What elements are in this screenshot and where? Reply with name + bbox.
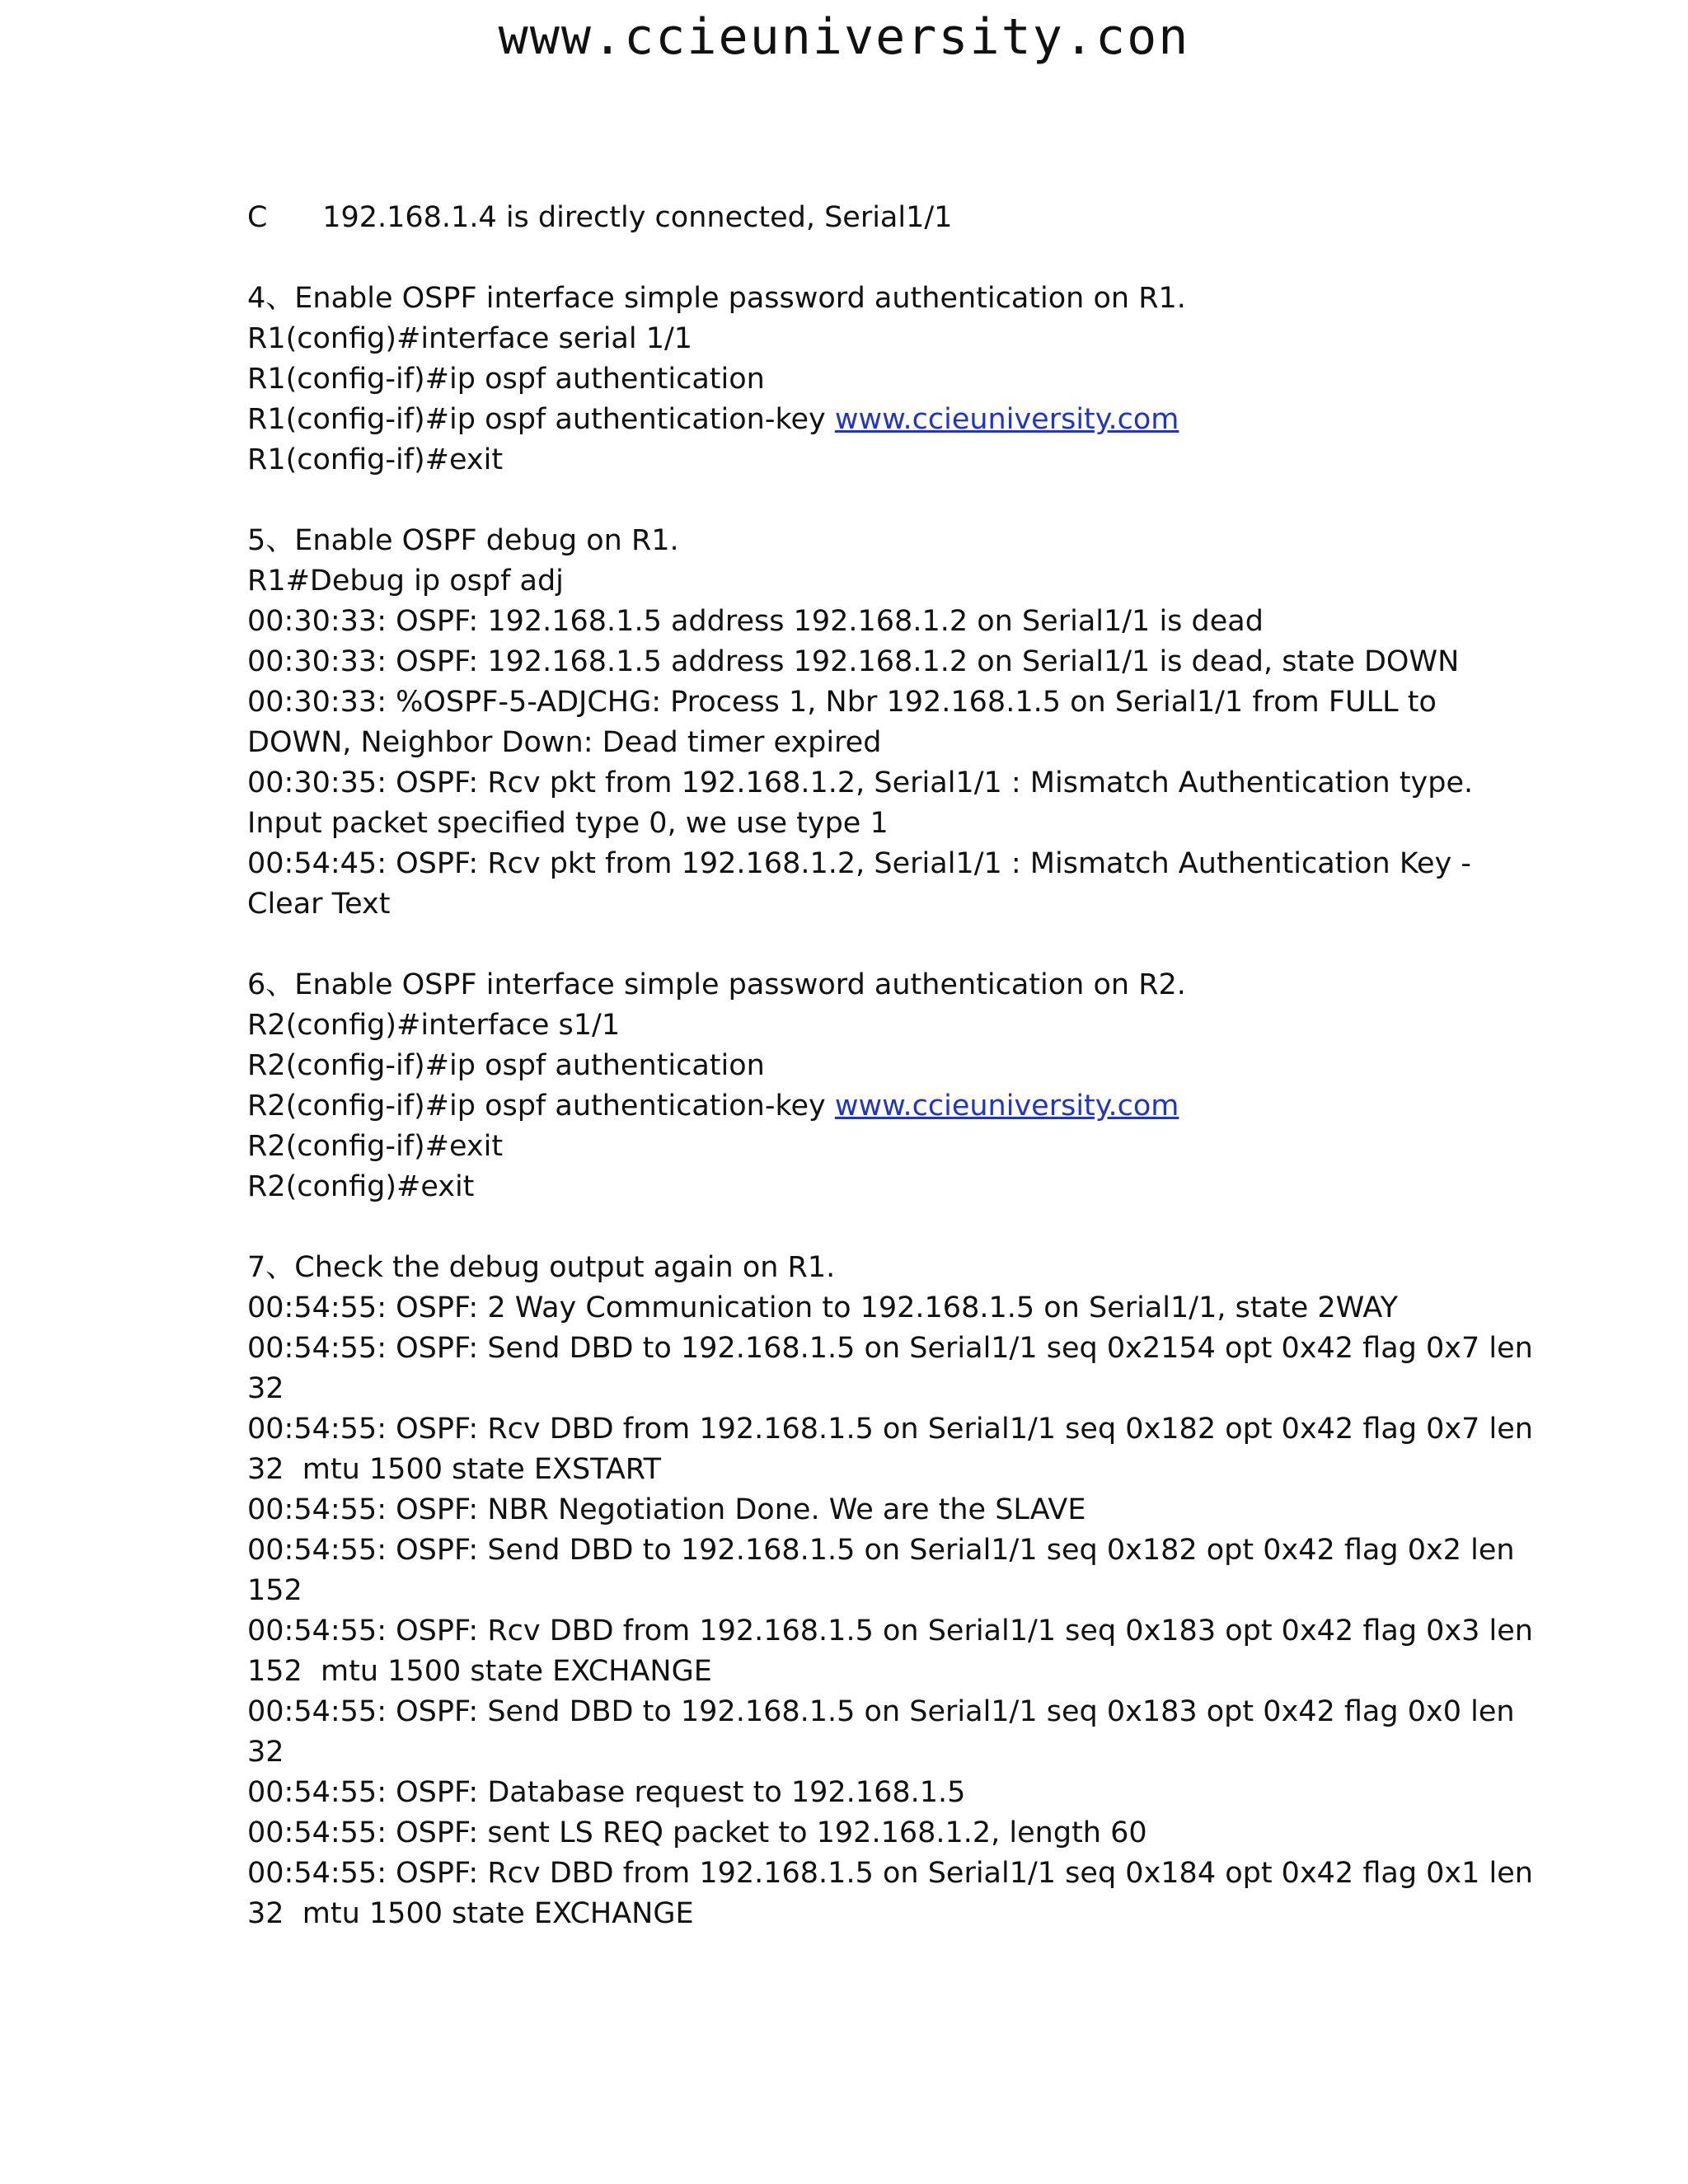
debug-line: 152 mtu 1500 state EXCHANGE xyxy=(247,1655,712,1688)
section-heading: 5、Enable OSPF debug on R1. xyxy=(247,524,679,557)
ccie-link[interactable]: www.ccieuniversity.com xyxy=(834,403,1179,436)
debug-line: DOWN, Neighbor Down: Dead timer expired xyxy=(247,726,882,759)
debug-line: 00:54:55: OSPF: 2 Way Communication to 192.168.1.5 on Serial1/1, state 2WAY xyxy=(247,1291,1398,1324)
debug-line: 00:54:45: OSPF: Rcv pkt from 192.168.1.2, Serial1/1 : Mismatch Authentication Key - xyxy=(247,847,1472,880)
page-header-site: www.ccieuniversity.con xyxy=(498,8,1190,66)
debug-line: 00:54:55: OSPF: Database request to 192.168.1.5 xyxy=(247,1776,966,1809)
section-heading: 4、Enable OSPF interface simple password authentication on R1. xyxy=(247,282,1186,315)
debug-line: 00:54:55: OSPF: sent LS REQ packet to 192.168.1.2, length 60 xyxy=(247,1816,1147,1849)
command-line: R2(config)#exit xyxy=(247,1170,475,1203)
debug-line: 00:54:55: OSPF: Send DBD to 192.168.1.5 on Serial1/1 seq 0x183 opt 0x42 flag 0x0 len xyxy=(247,1695,1515,1728)
debug-line: 00:54:55: OSPF: Send DBD to 192.168.1.5 on Serial1/1 seq 0x2154 opt 0x42 flag 0x7 len xyxy=(247,1332,1533,1365)
command-line: R2(config-if)#ip ospf authentication xyxy=(247,1049,765,1082)
command-line: R1#Debug ip ospf adj xyxy=(247,565,564,598)
debug-line: 00:30:33: OSPF: 192.168.1.5 address 192.168.1.2 on Serial1/1 is dead, state DOWN xyxy=(247,645,1460,678)
section-heading: 7、Check the debug output again on R1. xyxy=(247,1251,836,1284)
command-line: R2(config)#interface s1/1 xyxy=(247,1009,621,1042)
debug-line: 32 xyxy=(247,1372,284,1405)
blank-line xyxy=(247,925,1451,965)
debug-line: 00:30:35: OSPF: Rcv pkt from 192.168.1.2, Serial1/1 : Mismatch Authentication type. xyxy=(247,766,1474,799)
debug-line: Input packet specified type 0, we use type 1 xyxy=(247,807,889,840)
blank-line xyxy=(247,238,1451,279)
command-line: R1(config)#interface serial 1/1 xyxy=(247,322,693,355)
command-line xyxy=(247,400,1451,440)
debug-line: 00:30:33: %OSPF-5-ADJCHG: Process 1, Nbr 192.168.1.5 on Serial1/1 from FULL to xyxy=(247,686,1437,719)
text-line: C 192.168.1.4 is directly connected, Serial1/1 xyxy=(247,201,953,234)
command-line xyxy=(247,1086,1451,1127)
debug-line: 00:54:55: OSPF: Rcv DBD from 192.168.1.5 on Serial1/1 seq 0x182 opt 0x42 flag 0x7 len xyxy=(247,1413,1533,1446)
command-line: R1(config-if)#ip ospf authentication xyxy=(247,363,765,396)
debug-line: Clear Text xyxy=(247,888,391,921)
section-heading: 6、Enable OSPF interface simple password authentication on R2. xyxy=(247,968,1186,1001)
command-text: R2(config-if)#ip ospf authentication-key xyxy=(247,1090,835,1122)
command-line: R2(config-if)#exit xyxy=(247,1130,504,1163)
blank-line xyxy=(247,1207,1451,1248)
debug-line: 00:54:55: OSPF: NBR Negotiation Done. We are the SLAVE xyxy=(247,1493,1086,1526)
debug-line: 32 mtu 1500 state EXCHANGE xyxy=(247,1897,694,1930)
debug-line: 00:30:33: OSPF: 192.168.1.5 address 192.168.1.2 on Serial1/1 is dead xyxy=(247,605,1264,638)
ccie-link[interactable]: www.ccieuniversity.com xyxy=(834,1090,1179,1122)
debug-line: 152 xyxy=(247,1574,302,1607)
debug-line: 00:54:55: OSPF: Rcv DBD from 192.168.1.5 on Serial1/1 seq 0x184 opt 0x42 flag 0x1 len xyxy=(247,1857,1533,1890)
command-line: R1(config-if)#exit xyxy=(247,443,504,476)
debug-line: 00:54:55: OSPF: Send DBD to 192.168.1.5 on Serial1/1 seq 0x182 opt 0x42 flag 0x2 len xyxy=(247,1534,1515,1567)
debug-line: 32 xyxy=(247,1736,284,1769)
debug-line: 32 mtu 1500 state EXSTART xyxy=(247,1453,661,1486)
document-body xyxy=(247,198,1533,1934)
blank-line xyxy=(247,480,1451,521)
debug-line: 00:54:55: OSPF: Rcv DBD from 192.168.1.5 on Serial1/1 seq 0x183 opt 0x42 flag 0x3 len xyxy=(247,1615,1533,1647)
command-text: R1(config-if)#ip ospf authentication-key xyxy=(247,403,835,436)
